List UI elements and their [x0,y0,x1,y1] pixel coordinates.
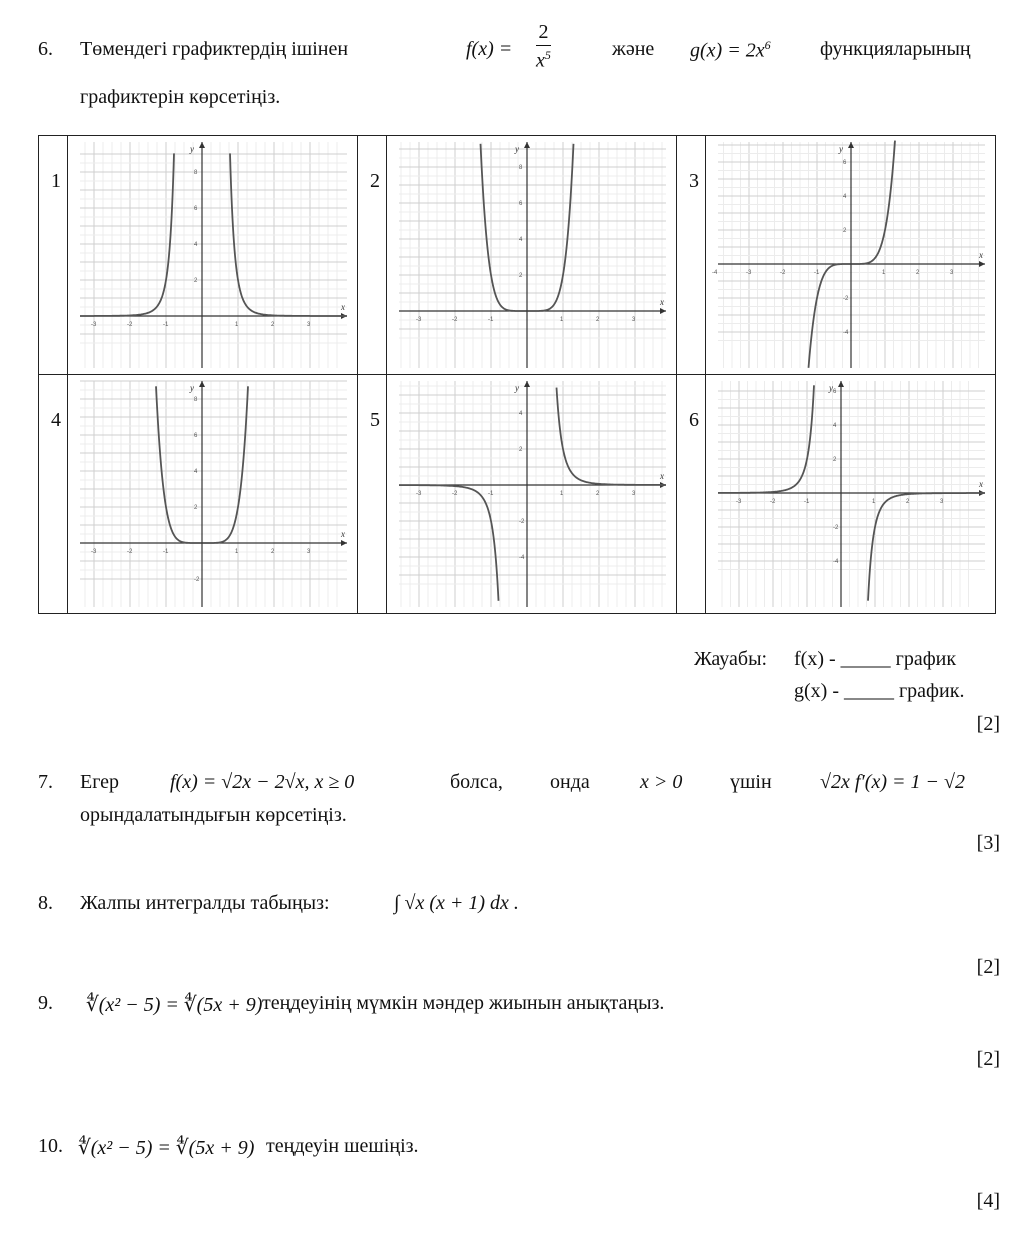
q6-g-function [690,38,771,63]
x-tick-label: 2 [596,491,600,497]
q7-line2: орындалатындығын көрсетіңіз. [80,804,347,826]
y-axis-arrow [524,381,530,387]
q6-and: және [612,38,655,60]
y-tick-label: 6 [843,160,847,166]
function-curve [156,386,202,543]
x-axis-label: x [341,529,345,539]
y-tick-label: 2 [519,447,523,453]
graph-1-cell [39,136,68,375]
x-tick-label: -2 [452,491,458,497]
y-tick-label: -2 [843,296,849,302]
x-tick-label: -3 [416,491,422,497]
q6-line2: графиктерін көрсетіңіз. [80,86,281,108]
x-axis-label: x [979,250,983,260]
graph-6 [706,375,996,614]
x-tick-label: -3 [416,317,422,323]
x-tick-label: 3 [632,317,636,323]
y-tick-label: 2 [833,457,837,463]
graph-4 [68,375,358,614]
x-tick-label: -2 [780,270,786,276]
x-axis-label: x [660,471,664,481]
q7-number: 7. [38,771,53,793]
q10-number: 10. [38,1135,63,1157]
q8-integral: ∫ √x (x + 1) dx . [394,892,519,914]
answer-label: Жауабы: [694,648,768,670]
y-tick-label: 4 [519,411,523,417]
graph-1 [68,136,358,375]
q6-g-exp: 6 [764,38,771,52]
q6-text-before: Төмендегі графиктердің ішінен [80,38,349,60]
q6-f-fraction [536,22,551,71]
y-tick-label: -2 [833,525,839,531]
q7-then2: онда [550,771,590,793]
grid [399,142,666,368]
q6-mark: [2] [976,713,1000,735]
q6-f-den-base: x [536,49,545,72]
q9-equation: ∜(x² − 5) = ∜(5x + 9) [86,994,263,1016]
x-tick-label: -2 [127,549,133,555]
x-tick-label: 2 [271,549,275,555]
graph-3-cell [677,136,706,375]
q6-f-numerator: 2 [536,22,551,46]
axes [80,381,347,607]
x-tick-label: -3 [91,322,97,328]
y-axis-label: y [190,383,194,393]
y-axis-arrow [838,381,844,387]
y-axis-label: y [515,383,519,393]
y-tick-label: 4 [194,242,198,248]
y-tick-label: 6 [833,389,837,395]
q7-for: үшін [730,771,772,793]
function-curve [399,485,499,601]
q6-number: 6. [38,38,53,60]
graph-2-cell [358,136,387,375]
graph-5 [387,375,677,614]
answer-g-line: g(x) - _____ график. [794,680,965,702]
q9-text: теңдеуінің мүмкін мәндер жиынын анықтаңыз. [262,992,665,1014]
y-axis-arrow [199,142,205,148]
x-axis-arrow [341,540,347,546]
graph-4-cell [39,375,68,614]
x-tick-label: -2 [452,317,458,323]
grid [80,381,347,607]
y-tick-label: 6 [194,433,198,439]
y-axis-arrow [199,381,205,387]
y-tick-label: -2 [519,519,525,525]
x-tick-label: 1 [235,322,239,328]
function-curve [203,386,249,543]
graph-4-label: 4 [51,409,61,431]
y-tick-label: 2 [843,228,847,234]
graph-6-cell [677,375,706,614]
x-tick-label: -3 [746,270,752,276]
q7-expr2: √2x f′(x) = 1 − √2 [820,771,965,793]
function-curve [809,264,851,368]
function-curve [852,141,896,264]
q7-cond: x > 0 [640,771,683,793]
y-tick-label: 8 [519,165,523,171]
answer-f-line: f(x) - _____ график [794,648,957,670]
x-tick-label: -2 [127,322,133,328]
q7-expr1: f(x) = √2x − 2√x, x ≥ 0 [170,771,355,793]
y-tick-label: 2 [519,273,523,279]
y-axis-label: y [839,144,843,154]
x-tick-label: -4 [712,270,718,276]
y-tick-label: 4 [843,194,847,200]
y-axis-arrow [524,142,530,148]
x-tick-label: 1 [560,491,564,497]
graph-3-label: 3 [689,170,699,192]
grid [399,381,666,607]
q10-mark: [4] [976,1190,1000,1212]
x-tick-label: 1 [872,499,876,505]
q9-mark: [2] [976,1048,1000,1070]
y-tick-label: 4 [519,237,523,243]
y-axis-label: y [515,144,519,154]
y-tick-label: 4 [194,469,198,475]
x-axis-arrow [660,308,666,314]
x-tick-label: 3 [307,549,311,555]
q7-if: Егер [80,771,120,793]
function-curve [718,385,814,493]
y-tick-label: 2 [194,505,198,511]
x-tick-label: 2 [271,322,275,328]
x-axis-label: x [660,297,664,307]
y-tick-label: 8 [194,397,198,403]
x-tick-label: 1 [882,270,886,276]
q6-text-after: функцияларының [820,38,971,60]
x-tick-label: -1 [804,499,810,505]
graphs-table [38,135,996,614]
x-tick-label: -1 [488,491,494,497]
x-tick-label: 2 [916,270,920,276]
graph-2 [387,136,677,375]
y-tick-label: -4 [833,559,839,565]
x-tick-label: 3 [940,499,944,505]
graph-2-label: 2 [370,170,380,192]
x-axis-label: x [979,479,983,489]
y-axis-label: y [829,383,833,393]
q7-mark: [3] [976,832,1000,854]
function-curve [557,388,667,485]
y-tick-label: 6 [519,201,523,207]
graph-1-label: 1 [51,170,61,192]
x-tick-label: -1 [163,322,169,328]
q7-then: болса, [450,771,503,793]
grid [80,142,347,368]
x-tick-label: 3 [950,270,954,276]
y-tick-label: 6 [194,206,198,212]
x-tick-label: 1 [235,549,239,555]
q6-f-lhs: f(x) = [466,38,513,60]
q10-text: теңдеуін шешіңіз. [266,1135,419,1157]
x-tick-label: -1 [488,317,494,323]
graph-6-label: 6 [689,409,699,431]
x-tick-label: -3 [91,549,97,555]
q8-mark: [2] [976,956,1000,978]
x-tick-label: 2 [906,499,910,505]
x-axis-label: x [341,302,345,312]
x-tick-label: 3 [632,491,636,497]
q6-f-den-exp: 5 [544,48,551,62]
q10-equation: ∜(x² − 5) = ∜(5x + 9) [78,1137,255,1159]
x-tick-label: -1 [814,270,820,276]
x-tick-label: 1 [560,317,564,323]
y-tick-label: 8 [194,170,198,176]
x-axis-arrow [979,261,985,267]
q6-g-lhs: g(x) = 2x [690,39,765,62]
graph-5-cell [358,375,387,614]
function-curve [528,144,574,311]
y-tick-label: -4 [519,555,525,561]
y-tick-label: 4 [833,423,837,429]
graph-3 [706,136,996,375]
x-tick-label: -1 [163,549,169,555]
y-tick-label: -2 [194,577,200,583]
y-tick-label: 2 [194,278,198,284]
q8-number: 8. [38,892,53,914]
q9-number: 9. [38,992,53,1014]
y-tick-label: -4 [843,330,849,336]
graph-5-label: 5 [370,409,380,431]
x-tick-label: -2 [770,499,776,505]
q8-text: Жалпы интегралды табыңыз: [80,892,330,914]
x-tick-label: -3 [736,499,742,505]
x-tick-label: 2 [596,317,600,323]
x-tick-label: 3 [307,322,311,328]
y-axis-label: y [190,144,194,154]
